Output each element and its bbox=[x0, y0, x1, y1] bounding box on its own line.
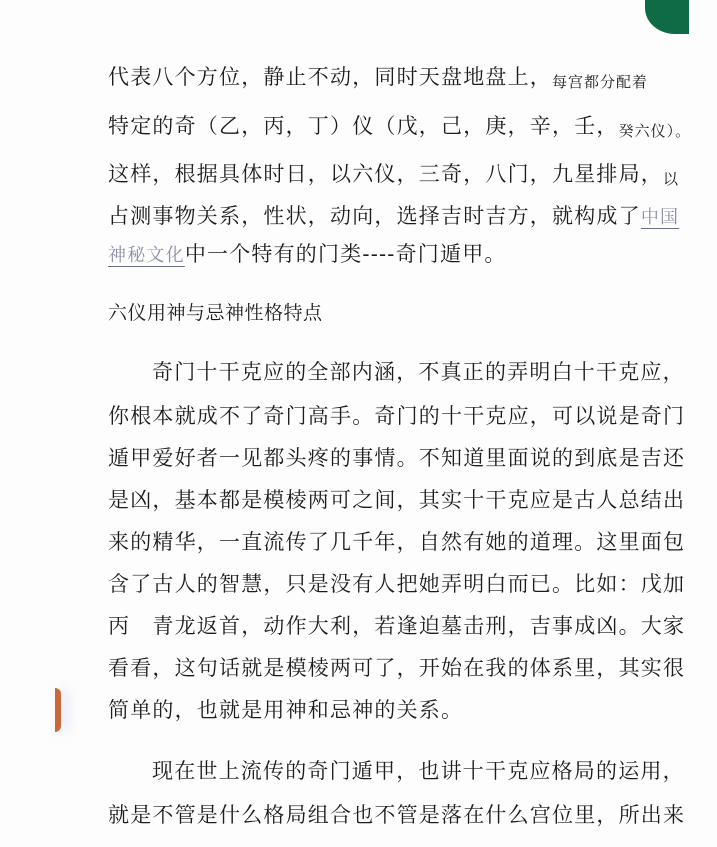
line-tail: 癸六仪）。 bbox=[618, 122, 692, 140]
line-text: 占测事物关系，性状，动向，选择吉时吉方，就构成了 bbox=[108, 204, 641, 228]
paragraph-line: 遁甲爱好者一见都头疼的事情。不知道里面说的到底是吉还 bbox=[108, 446, 686, 470]
link-china[interactable]: 中国 bbox=[640, 207, 680, 228]
line-text: 这样，根据具体时日，以六仪，三奇，八门，九星排局， bbox=[108, 162, 663, 186]
line-text: 代表八个方位，静止不动，同时天盘地盘上， bbox=[108, 65, 552, 89]
line-tail: 以 bbox=[663, 170, 680, 188]
text-line bbox=[108, 62, 648, 94]
paragraph-line: 看看，这句话就是模棱两可了，开始在我的体系里，其实很 bbox=[108, 656, 686, 680]
paragraph-line: 就是不管是什么格局组合也不管是落在什么宫位里，所出来 bbox=[108, 803, 686, 827]
line-tail: 每宫都分配着 bbox=[552, 73, 649, 91]
finger-edge-artifact bbox=[55, 688, 61, 732]
paragraph-line: 奇门十干克应的全部内涵，不真正的弄明白十干克应， bbox=[152, 360, 685, 384]
text-line bbox=[108, 239, 507, 271]
paragraph-line: 简单的，也就是用神和忌神的关系。 bbox=[108, 698, 464, 722]
paragraph-line: 丙 青龙返首，动作大利，若逢迫墓击刑，吉事成凶。大家 bbox=[108, 614, 686, 638]
text-line bbox=[108, 201, 679, 233]
link-mystic-culture[interactable]: 神秘文化 bbox=[108, 245, 185, 266]
section-heading: 六仪用神与忌神性格特点 bbox=[108, 302, 323, 324]
paragraph-line: 是凶，基本都是模棱两可之间，其实十干克应是古人总结出 bbox=[108, 488, 686, 512]
paragraph-line: 你根本就成不了奇门高手。奇门的十干克应，可以说是奇门 bbox=[108, 404, 686, 428]
line-text: 中一个特有的门类----奇门遁甲。 bbox=[184, 242, 507, 266]
text-line bbox=[108, 111, 691, 143]
text-line bbox=[108, 159, 679, 191]
green-corner-tab bbox=[645, 0, 689, 34]
paragraph-line: 现在世上流传的奇门遁甲，也讲十干克应格局的运用， bbox=[152, 759, 685, 783]
line-text: 特定的奇（乙，丙，丁）仪（戊，己，庚，辛，壬， bbox=[108, 114, 619, 138]
paragraph-line: 来的精华，一直流传了几千年，自然有她的道理。这里面包 bbox=[108, 530, 686, 554]
paragraph-line: 含了古人的智慧，只是没有人把她弄明白而已。比如：戊加 bbox=[108, 572, 686, 596]
